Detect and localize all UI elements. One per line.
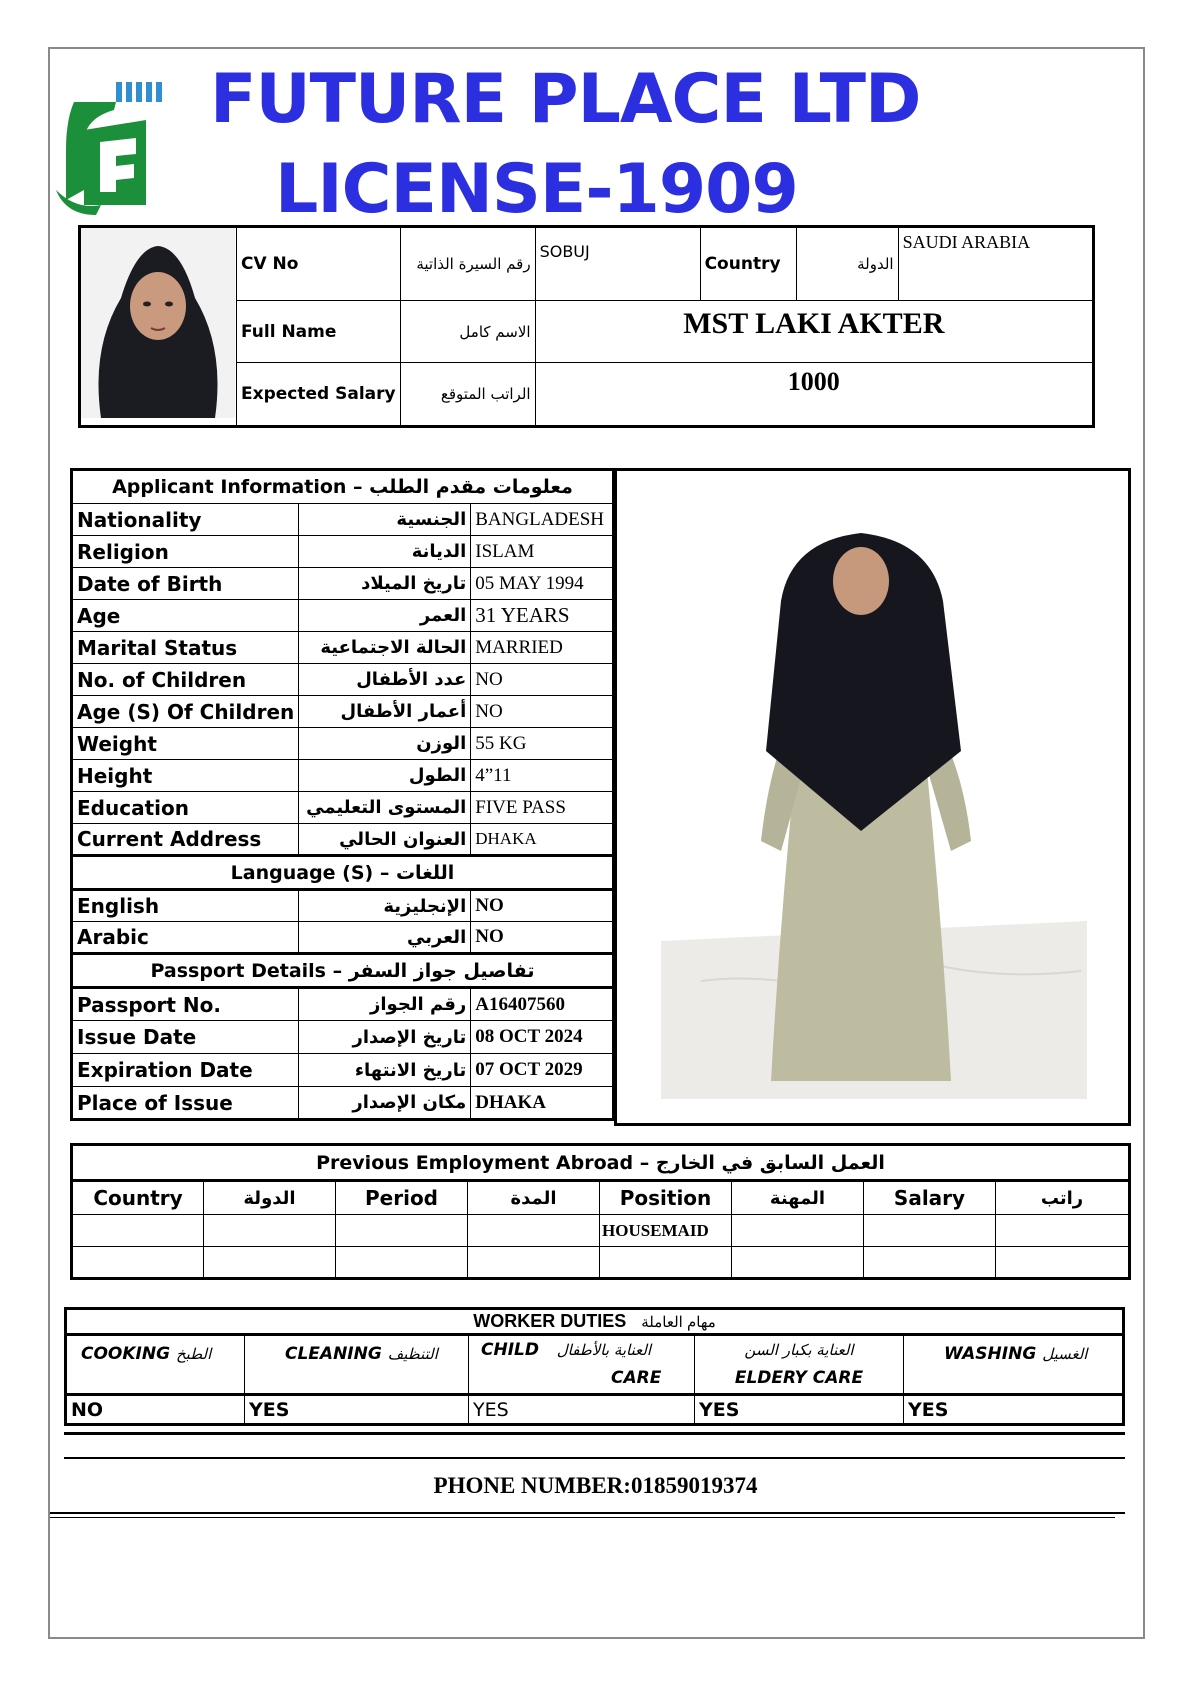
- marital-status-value: MARRIED: [471, 632, 614, 664]
- full-name-label: Full Name: [237, 301, 401, 363]
- duty-child-value: YES: [469, 1395, 695, 1425]
- place-of-issue-label: Place of Issue: [72, 1087, 299, 1120]
- arabic-arabic: العربي: [299, 922, 471, 954]
- country-value: SAUDI ARABIA: [898, 227, 1093, 301]
- expiration-date-arabic: تاريخ الانتهاء: [299, 1054, 471, 1087]
- arabic-value: NO: [471, 922, 614, 954]
- children-value: NO: [471, 664, 614, 696]
- nationality-arabic: الجنسية: [299, 504, 471, 536]
- address-value: DHAKA: [471, 824, 614, 856]
- duty-elder-value: YES: [695, 1395, 904, 1425]
- dob-value: 05 MAY 1994: [471, 568, 614, 600]
- education-value: FIVE PASS: [471, 792, 614, 824]
- children-arabic: عدد الأطفال: [299, 664, 471, 696]
- emp-country-label: Country: [72, 1181, 204, 1215]
- applicant-table: [70, 468, 615, 1121]
- age-label: Age: [72, 600, 299, 632]
- duty-washing-label: WASHING: [944, 1344, 1037, 1364]
- duty-cleaning-value: YES: [245, 1395, 469, 1425]
- education-arabic: المستوى التعليمي: [299, 792, 471, 824]
- expected-salary-label: Expected Salary: [237, 363, 401, 427]
- children-age-value: NO: [471, 696, 614, 728]
- duty-elder-arabic: العناية بكبار السن: [744, 1341, 854, 1359]
- passport-heading: Passport Details – تفاصيل جواز السفر: [72, 954, 614, 988]
- place-of-issue-arabic: مكان الإصدار: [299, 1087, 471, 1120]
- english-value: NO: [471, 890, 614, 922]
- duty-cooking-value: NO: [66, 1395, 245, 1425]
- marital-status-arabic: الحالة الاجتماعية: [299, 632, 471, 664]
- religion-value: ISLAM: [471, 536, 614, 568]
- emp-country-arabic: الدولة: [204, 1181, 336, 1215]
- arabic-label: Arabic: [72, 922, 299, 954]
- address-label: Current Address: [72, 824, 299, 856]
- weight-value: 55 KG: [471, 728, 614, 760]
- place-of-issue-value: DHAKA: [471, 1087, 614, 1120]
- nationality-value: BANGLADESH: [471, 504, 614, 536]
- children-age-arabic: أعمار الأطفال: [299, 696, 471, 728]
- duty-cleaning-label: CLEANING: [285, 1344, 382, 1364]
- full-photo-frame: [614, 468, 1131, 1126]
- duty-elder-care: [695, 1335, 904, 1395]
- duty-cooking-label: COOKING: [81, 1344, 171, 1364]
- country-label: Country: [700, 227, 796, 301]
- duty-cooking: [66, 1335, 245, 1395]
- top-info-table: [78, 225, 1095, 428]
- emp-period-arabic: المدة: [468, 1181, 600, 1215]
- marital-status-label: Marital Status: [72, 632, 299, 664]
- issue-date-arabic: تاريخ الإصدار: [299, 1021, 471, 1054]
- duties-table: [64, 1307, 1125, 1426]
- full-name-arabic: الاسم كامل: [400, 301, 535, 363]
- dob-label: Date of Birth: [72, 568, 299, 600]
- expected-salary-value: 1000: [535, 363, 1093, 427]
- full-body-photo: [661, 501, 1087, 1099]
- duties-heading: [66, 1309, 1124, 1335]
- emp-salary-label: Salary: [864, 1181, 996, 1215]
- age-value: 31 YEARS: [471, 600, 614, 632]
- children-label: No. of Children: [72, 664, 299, 696]
- english-arabic: الإنجليزية: [299, 890, 471, 922]
- height-value: 4”11: [471, 760, 614, 792]
- language-heading: Language (S) – اللغات: [72, 856, 614, 890]
- height-label: Height: [72, 760, 299, 792]
- children-age-label: Age (S) Of Children: [72, 696, 299, 728]
- expected-salary-arabic: الراتب المتوقع: [400, 363, 535, 427]
- employment-table: [70, 1143, 1131, 1280]
- divider-1: [64, 1432, 1125, 1435]
- emp-period-label: Period: [336, 1181, 468, 1215]
- expiration-date-value: 07 OCT 2029: [471, 1054, 614, 1087]
- emp-position-value: HOUSEMAID: [600, 1215, 732, 1247]
- duty-elder-label: ELDERY CARE: [734, 1368, 864, 1388]
- education-label: Education: [72, 792, 299, 824]
- cv-no-arabic: رقم السيرة الذاتية: [400, 227, 535, 301]
- english-label: English: [72, 890, 299, 922]
- duties-heading-ar: مهام العاملة: [641, 1314, 716, 1331]
- full-name-value: MST LAKI AKTER: [535, 301, 1093, 363]
- portrait-photo: [81, 228, 235, 418]
- duty-washing-arabic: الغسيل: [1042, 1345, 1088, 1363]
- duty-child-arabic: العناية بالأطفال: [556, 1341, 652, 1359]
- passport-no-arabic: رقم الجواز: [299, 988, 471, 1021]
- duties-heading-en: WORKER DUTIES: [473, 1311, 627, 1331]
- duty-washing-value: YES: [904, 1395, 1124, 1425]
- religion-label: Religion: [72, 536, 299, 568]
- cv-no-value: SOBUJ: [535, 227, 700, 301]
- employment-heading: Previous Employment Abroad – العمل السابق في الخارج: [72, 1145, 1130, 1181]
- portrait-cell: [80, 227, 237, 427]
- height-arabic: الطول: [299, 760, 471, 792]
- emp-position-label: Position: [600, 1181, 732, 1215]
- issue-date-label: Issue Date: [72, 1021, 299, 1054]
- address-arabic: العنوان الحالي: [299, 824, 471, 856]
- divider-3: [50, 1512, 1125, 1514]
- issue-date-value: 08 OCT 2024: [471, 1021, 614, 1054]
- duty-child-label: CHILD: [481, 1340, 539, 1360]
- age-arabic: العمر: [299, 600, 471, 632]
- passport-no-label: Passport No.: [72, 988, 299, 1021]
- country-arabic: الدولة: [796, 227, 898, 301]
- divider-4: [50, 1517, 1115, 1518]
- duty-cleaning: [245, 1335, 469, 1395]
- duty-cooking-arabic: الطبخ: [175, 1345, 212, 1363]
- duty-child-label2: CARE: [611, 1368, 662, 1388]
- weight-label: Weight: [72, 728, 299, 760]
- cv-no-label: CV No: [237, 227, 401, 301]
- company-title: FUTURE PLACE LTD: [210, 60, 921, 139]
- duty-cleaning-arabic: التنظيف: [387, 1345, 438, 1363]
- license-title: LICENSE-1909: [275, 150, 798, 229]
- divider-2: [64, 1457, 1125, 1459]
- duty-child-care: [469, 1335, 695, 1395]
- religion-arabic: الديانة: [299, 536, 471, 568]
- phone-number: PHONE NUMBER:01859019374: [433, 1473, 758, 1498]
- emp-salary-arabic: راتب: [996, 1181, 1130, 1215]
- applicant-heading: Applicant Information – معلومات مقدم الطلب: [72, 470, 614, 504]
- passport-no-value: A16407560: [471, 988, 614, 1021]
- expiration-date-label: Expiration Date: [72, 1054, 299, 1087]
- emp-position-arabic: المهنة: [732, 1181, 864, 1215]
- nationality-label: Nationality: [72, 504, 299, 536]
- duty-washing: [904, 1335, 1124, 1395]
- company-logo: [56, 80, 164, 215]
- weight-arabic: الوزن: [299, 728, 471, 760]
- dob-arabic: تاريخ الميلاد: [299, 568, 471, 600]
